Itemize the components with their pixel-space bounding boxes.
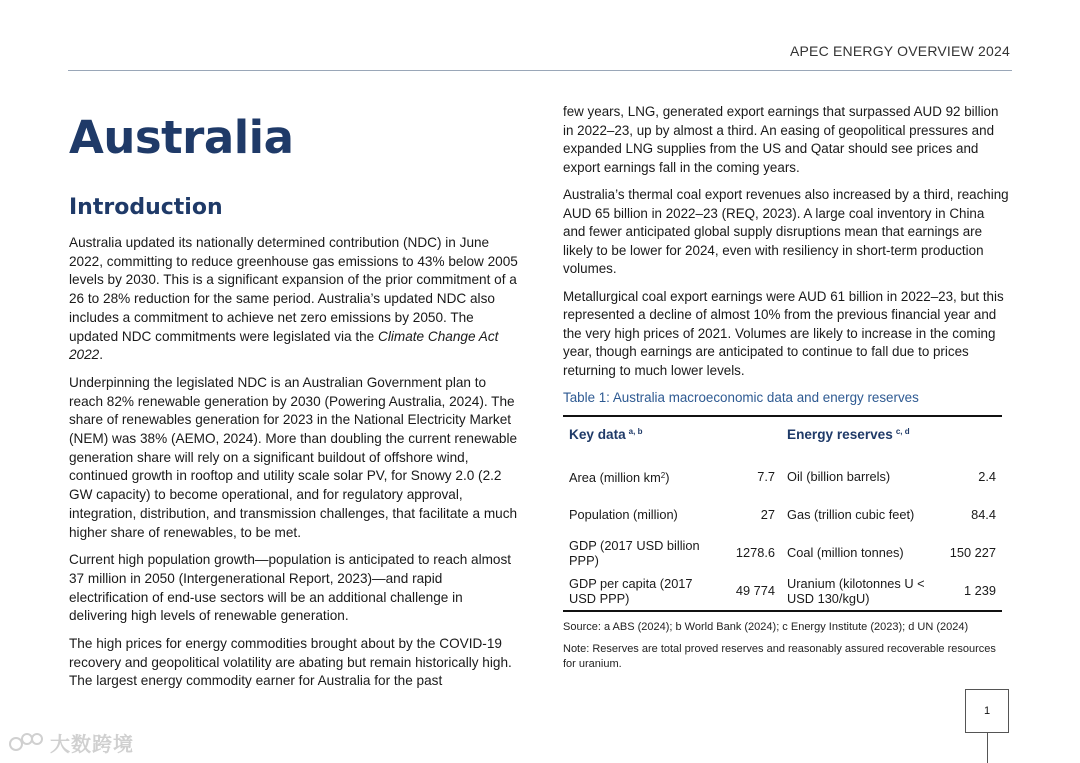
reserve-value: 2.4 bbox=[978, 469, 996, 485]
intro-paragraph-2: Underpinning the legislated NDC is an Australian Government plan to reach 82% renewable generation by 2030 (Powering Australia, 2024). The share of renewables generation for 2023 in the National Electricity Market (NEM) was 38% (AEMO, 2024). More than doubling the current renewable generation share will rely on a significant buildout of offshore wind, continued growth in rooftop and utility scale solar PV, for Snowy 2.0 (2.2 GW capacity) to become operational, and for regulatory approval, integration, distribution, and transmission challenges, that facilitate a much higher share of renewables, to be met. bbox=[69, 374, 518, 540]
key-value: 1278.6 bbox=[735, 545, 775, 561]
reserve-label: Gas (trillion cubic feet) bbox=[787, 507, 915, 523]
key-value: 27 bbox=[760, 507, 775, 523]
intro-paragraph-4: The high prices for energy commodities brought about by the COVID-19 recovery and geopolitical volatility are abating but remain historically high. The largest energy commodity earner for Australia for the past bbox=[69, 636, 512, 689]
table-source: Source: a ABS (2024); b World Bank (2024); c Energy Institute (2023); d UN (2024) bbox=[563, 621, 969, 633]
right-paragraph-2: Australia’s thermal coal export revenues also increased by a third, reaching AUD 65 billion in 2022–23 (REQ, 2023). A large coal inventory in China and fewer anticipated global supply disruptions mean that earnings are likely to be lower for 2024, even with resiliency in short-term production volumes. bbox=[563, 187, 1009, 276]
key-value: 7.7 bbox=[757, 469, 775, 485]
watermark-logo-icon bbox=[8, 730, 46, 756]
right-column bbox=[563, 103, 1009, 672]
reserve-label: Oil (billion barrels) bbox=[787, 469, 891, 485]
right-paragraph-3: Metallurgical coal export earnings were AUD 61 billion in 2022–23, but this represented a decline of almost 10% from the previous financial year and the very high prices of 2021. Volumes are likely to increase in the coming year, though earnings are anticipated to continue to fall due to prices returning to much lower levels. bbox=[563, 288, 1004, 378]
watermark-text: 大数跨境 bbox=[50, 734, 134, 756]
reserve-label: Coal (million tonnes) bbox=[787, 545, 904, 561]
section-heading-introduction: Introduction bbox=[69, 195, 223, 220]
table-row bbox=[563, 458, 1002, 496]
watermark bbox=[8, 728, 134, 757]
left-column bbox=[69, 112, 519, 700]
table-caption: Table 1: Australia macroeconomic data and energy reserves bbox=[563, 390, 919, 405]
intro-paragraph-1: Australia updated its nationally determined contribution (NDC) in June 2022, committing to reduce greenhouse gas emissions to 43% below 2005 levels by 2030. This is a significant expansion of the prior commitment of a 26 to 28% reduction for the same period. Australia’s updated NDC also includes a commitment to achieve net zero emissions by 2050. The updated NDC commitments were legislated via the Climate Change Act 2022. bbox=[69, 235, 518, 363]
intro-paragraph-3: Current high population growth—population is anticipated to reach almost 37 million in 2050 (Intergenerational Report, 2023)—and rapid electrification of end-use sectors will be an additional challenge in delivering high levels of renewable generation. bbox=[69, 552, 512, 624]
table-note: Note: Reserves are total proved reserves and reasonably assured recoverable resources for uranium. bbox=[563, 643, 996, 670]
table-row bbox=[563, 496, 1002, 534]
table-row bbox=[563, 534, 1002, 572]
key-label: Population (million) bbox=[569, 507, 678, 523]
key-label: GDP (2017 USD billion PPP) bbox=[569, 537, 700, 568]
reserve-value: 150 227 bbox=[949, 545, 996, 561]
table-row bbox=[563, 572, 1002, 611]
key-label: GDP per capita (2017 USD PPP) bbox=[569, 575, 693, 606]
page-number: 1 bbox=[965, 689, 1009, 733]
key-label: Area (million $km^2$) bbox=[569, 470, 670, 486]
act-name: Climate Change Act 2022 bbox=[69, 328, 499, 363]
key-value: 49 774 bbox=[735, 583, 775, 599]
page-title: Australia bbox=[69, 111, 294, 164]
header-divider bbox=[68, 70, 1012, 71]
key-data-header: Key data $^{a, b}$ bbox=[569, 427, 643, 442]
right-paragraph-1: few years, LNG, generated export earnings that surpassed AUD 92 billion in 2022–23, up by almost a third. An easing of geopolitical pressures and expanded LNG supplies from the US and Qatar should see prices and export earnings fall in the coming years. bbox=[563, 104, 999, 175]
page-number-tick bbox=[987, 733, 988, 763]
reserve-value: 84.4 bbox=[971, 507, 996, 523]
energy-reserves-header: Energy reserves $^{c, d}$ bbox=[787, 427, 910, 442]
macro-data-table bbox=[563, 415, 1002, 612]
reserve-label: Uranium (kilotonnes U < USD 130/kgU) bbox=[787, 575, 925, 606]
running-header: APEC ENERGY OVERVIEW 2024 bbox=[789, 43, 1010, 59]
reserve-value: 1 239 bbox=[963, 583, 996, 599]
